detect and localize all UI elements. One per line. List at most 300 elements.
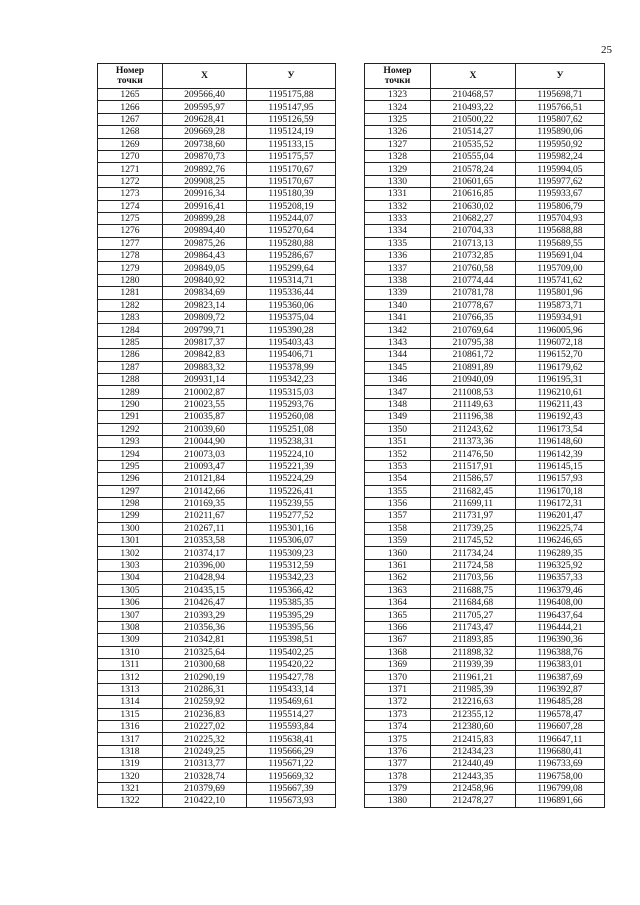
cell-y: 1195691,04 xyxy=(516,250,605,262)
cell-x: 209834,69 xyxy=(163,287,247,299)
table-row xyxy=(365,287,605,299)
cell-point-number: 1344 xyxy=(365,349,431,361)
cell-point-number: 1376 xyxy=(365,745,431,757)
table-row xyxy=(365,101,605,113)
cell-x: 210778,67 xyxy=(431,299,516,311)
table-row xyxy=(98,547,336,559)
cell-point-number: 1356 xyxy=(365,497,431,509)
cell-y: 1195224,29 xyxy=(247,473,336,485)
cell-x: 210093,47 xyxy=(163,460,247,472)
cell-point-number: 1312 xyxy=(98,671,163,683)
cell-point-number: 1303 xyxy=(98,559,163,571)
cell-x: 211985,39 xyxy=(431,683,516,695)
cell-x: 211476,50 xyxy=(431,448,516,460)
table-row xyxy=(365,113,605,125)
cell-point-number: 1362 xyxy=(365,572,431,584)
cell-point-number: 1277 xyxy=(98,237,163,249)
cell-point-number: 1372 xyxy=(365,696,431,708)
table-row xyxy=(98,782,336,794)
header-point-number: Номер точки xyxy=(98,64,163,89)
cell-y: 1195239,55 xyxy=(247,497,336,509)
cell-point-number: 1371 xyxy=(365,683,431,695)
table-row xyxy=(365,324,605,336)
cell-x: 210630,02 xyxy=(431,200,516,212)
cell-point-number: 1335 xyxy=(365,237,431,249)
cell-y: 1195666,29 xyxy=(247,745,336,757)
cell-point-number: 1286 xyxy=(98,349,163,361)
cell-point-number: 1345 xyxy=(365,361,431,373)
table-row xyxy=(365,237,605,249)
table-row xyxy=(98,795,336,807)
table-row xyxy=(98,448,336,460)
cell-x: 211961,21 xyxy=(431,671,516,683)
cell-point-number: 1281 xyxy=(98,287,163,299)
cell-x: 210259,92 xyxy=(163,696,247,708)
cell-y: 1196578,47 xyxy=(516,708,605,720)
cell-point-number: 1361 xyxy=(365,559,431,571)
cell-y: 1196172,31 xyxy=(516,497,605,509)
table-row xyxy=(365,510,605,522)
cell-y: 1196733,69 xyxy=(516,758,605,770)
cell-point-number: 1357 xyxy=(365,510,431,522)
cell-x: 209916,34 xyxy=(163,188,247,200)
cell-x: 211196,38 xyxy=(431,411,516,423)
cell-x: 209809,72 xyxy=(163,312,247,324)
table-row xyxy=(365,411,605,423)
cell-x: 209864,43 xyxy=(163,250,247,262)
cell-point-number: 1336 xyxy=(365,250,431,262)
table-row xyxy=(98,386,336,398)
cell-x: 211703,56 xyxy=(431,572,516,584)
cell-y: 1196485,28 xyxy=(516,696,605,708)
table-row xyxy=(98,89,336,101)
cell-x: 211008,53 xyxy=(431,386,516,398)
table-row xyxy=(98,621,336,633)
table-row xyxy=(365,597,605,609)
table-row xyxy=(98,138,336,150)
cell-y: 1195342,23 xyxy=(247,373,336,385)
table-row xyxy=(365,745,605,757)
table-row xyxy=(98,646,336,658)
cell-y: 1195977,62 xyxy=(516,175,605,187)
cell-x: 210435,15 xyxy=(163,584,247,596)
table-row xyxy=(365,448,605,460)
cell-x: 210774,44 xyxy=(431,274,516,286)
cell-y: 1195688,88 xyxy=(516,225,605,237)
table-row xyxy=(365,163,605,175)
cell-x: 210379,69 xyxy=(163,782,247,794)
cell-x: 211893,85 xyxy=(431,634,516,646)
cell-x: 209566,40 xyxy=(163,89,247,101)
table-row xyxy=(98,720,336,732)
cell-point-number: 1342 xyxy=(365,324,431,336)
cell-y: 1196225,74 xyxy=(516,522,605,534)
table-row xyxy=(98,658,336,670)
table-row xyxy=(365,522,605,534)
cell-y: 1195420,22 xyxy=(247,658,336,670)
cell-y: 1195698,71 xyxy=(516,89,605,101)
cell-x: 211745,52 xyxy=(431,535,516,547)
cell-y: 1196289,35 xyxy=(516,547,605,559)
cell-y: 1195950,92 xyxy=(516,138,605,150)
table-row xyxy=(98,510,336,522)
table-row xyxy=(98,535,336,547)
cell-x: 210940,09 xyxy=(431,373,516,385)
cell-x: 210500,22 xyxy=(431,113,516,125)
cell-y: 1195395,29 xyxy=(247,609,336,621)
cell-x: 209908,25 xyxy=(163,175,247,187)
cell-y: 1196145,15 xyxy=(516,460,605,472)
cell-x: 211739,25 xyxy=(431,522,516,534)
cell-point-number: 1300 xyxy=(98,522,163,534)
cell-x: 210891,89 xyxy=(431,361,516,373)
cell-y: 1195402,25 xyxy=(247,646,336,658)
table-row xyxy=(98,349,336,361)
cell-y: 1195221,39 xyxy=(247,460,336,472)
cell-x: 210211,67 xyxy=(163,510,247,522)
table-row xyxy=(365,175,605,187)
cell-y: 1195293,76 xyxy=(247,398,336,410)
table-row xyxy=(365,535,605,547)
cell-point-number: 1273 xyxy=(98,188,163,200)
cell-x: 212216,63 xyxy=(431,696,516,708)
cell-y: 1195709,00 xyxy=(516,262,605,274)
table-row xyxy=(98,572,336,584)
cell-point-number: 1325 xyxy=(365,113,431,125)
cell-point-number: 1328 xyxy=(365,150,431,162)
cell-point-number: 1296 xyxy=(98,473,163,485)
cell-point-number: 1337 xyxy=(365,262,431,274)
cell-point-number: 1297 xyxy=(98,485,163,497)
cell-point-number: 1309 xyxy=(98,634,163,646)
table-row xyxy=(365,485,605,497)
cell-y: 1195312,59 xyxy=(247,559,336,571)
cell-point-number: 1377 xyxy=(365,758,431,770)
cell-y: 1196647,11 xyxy=(516,733,605,745)
table-row xyxy=(365,658,605,670)
cell-y: 1195366,42 xyxy=(247,584,336,596)
table-row xyxy=(98,150,336,162)
cell-x: 210601,65 xyxy=(431,175,516,187)
cell-y: 1195286,67 xyxy=(247,250,336,262)
cell-point-number: 1351 xyxy=(365,435,431,447)
header-point-number: Номер точки xyxy=(365,64,431,89)
cell-y: 1196357,33 xyxy=(516,572,605,584)
cell-x: 209875,26 xyxy=(163,237,247,249)
cell-y: 1195406,71 xyxy=(247,349,336,361)
cell-y: 1196379,46 xyxy=(516,584,605,596)
cell-x: 210249,25 xyxy=(163,745,247,757)
table-row xyxy=(98,435,336,447)
cell-point-number: 1330 xyxy=(365,175,431,187)
table-row xyxy=(98,696,336,708)
cell-y: 1195375,04 xyxy=(247,312,336,324)
cell-x: 210578,24 xyxy=(431,163,516,175)
cell-y: 1195224,10 xyxy=(247,448,336,460)
cell-point-number: 1363 xyxy=(365,584,431,596)
cell-y: 1195982,24 xyxy=(516,150,605,162)
table-row xyxy=(98,163,336,175)
cell-x: 211149,63 xyxy=(431,398,516,410)
cell-x: 210468,57 xyxy=(431,89,516,101)
table-row xyxy=(98,497,336,509)
cell-point-number: 1353 xyxy=(365,460,431,472)
cell-x: 211731,97 xyxy=(431,510,516,522)
cell-x: 210328,74 xyxy=(163,770,247,782)
cell-y: 1196444,21 xyxy=(516,621,605,633)
cell-x: 210616,85 xyxy=(431,188,516,200)
cell-y: 1196390,36 xyxy=(516,634,605,646)
cell-y: 1196607,28 xyxy=(516,720,605,732)
cell-point-number: 1272 xyxy=(98,175,163,187)
table-row xyxy=(98,460,336,472)
cell-y: 1196179,62 xyxy=(516,361,605,373)
cell-y: 1195280,88 xyxy=(247,237,336,249)
cell-x: 209916,41 xyxy=(163,200,247,212)
cell-x: 209669,28 xyxy=(163,126,247,138)
table-row xyxy=(98,101,336,113)
cell-x: 212434,23 xyxy=(431,745,516,757)
cell-x: 210267,11 xyxy=(163,522,247,534)
cell-x: 211688,75 xyxy=(431,584,516,596)
cell-y: 1196005,96 xyxy=(516,324,605,336)
cell-y: 1195360,06 xyxy=(247,299,336,311)
cell-point-number: 1364 xyxy=(365,597,431,609)
table-row xyxy=(365,782,605,794)
table-row xyxy=(365,733,605,745)
cell-x: 210325,64 xyxy=(163,646,247,658)
cell-x: 210766,35 xyxy=(431,312,516,324)
cell-y: 1196246,65 xyxy=(516,535,605,547)
cell-point-number: 1348 xyxy=(365,398,431,410)
cell-y: 1195251,08 xyxy=(247,423,336,435)
cell-y: 1195766,51 xyxy=(516,101,605,113)
cell-y: 1196758,00 xyxy=(516,770,605,782)
cell-x: 210760,58 xyxy=(431,262,516,274)
table-row xyxy=(98,398,336,410)
table-row xyxy=(365,188,605,200)
cell-point-number: 1340 xyxy=(365,299,431,311)
cell-x: 210236,83 xyxy=(163,708,247,720)
table-row xyxy=(98,237,336,249)
cell-x: 212443,35 xyxy=(431,770,516,782)
cell-y: 1195175,57 xyxy=(247,150,336,162)
cell-y: 1195873,71 xyxy=(516,299,605,311)
table-row xyxy=(365,312,605,324)
cell-y: 1196211,43 xyxy=(516,398,605,410)
table-row xyxy=(98,373,336,385)
table-row xyxy=(98,250,336,262)
cell-y: 1196388,76 xyxy=(516,646,605,658)
cell-x: 209931,14 xyxy=(163,373,247,385)
cell-x: 211939,39 xyxy=(431,658,516,670)
table-row xyxy=(98,361,336,373)
cell-point-number: 1313 xyxy=(98,683,163,695)
cell-y: 1195427,78 xyxy=(247,671,336,683)
cell-point-number: 1359 xyxy=(365,535,431,547)
header-y: У xyxy=(516,64,605,89)
cell-point-number: 1298 xyxy=(98,497,163,509)
cell-point-number: 1320 xyxy=(98,770,163,782)
cell-x: 209870,73 xyxy=(163,150,247,162)
cell-point-number: 1283 xyxy=(98,312,163,324)
table-row xyxy=(365,423,605,435)
cell-y: 1195933,67 xyxy=(516,188,605,200)
cell-x: 211743,47 xyxy=(431,621,516,633)
table-row xyxy=(365,398,605,410)
cell-point-number: 1324 xyxy=(365,101,431,113)
cell-y: 1195244,07 xyxy=(247,212,336,224)
cell-x: 210290,19 xyxy=(163,671,247,683)
table-row xyxy=(365,349,605,361)
table-row xyxy=(365,225,605,237)
cell-x: 209894,40 xyxy=(163,225,247,237)
table-row xyxy=(365,250,605,262)
cell-x: 210732,85 xyxy=(431,250,516,262)
cell-point-number: 1319 xyxy=(98,758,163,770)
cell-point-number: 1378 xyxy=(365,770,431,782)
cell-x: 209823,14 xyxy=(163,299,247,311)
cell-x: 211517,91 xyxy=(431,460,516,472)
cell-point-number: 1366 xyxy=(365,621,431,633)
cell-point-number: 1352 xyxy=(365,448,431,460)
cell-y: 1196195,31 xyxy=(516,373,605,385)
table-row xyxy=(365,758,605,770)
table-header-row xyxy=(365,64,605,89)
cell-point-number: 1266 xyxy=(98,101,163,113)
cell-x: 212478,27 xyxy=(431,795,516,807)
cell-point-number: 1282 xyxy=(98,299,163,311)
cell-x: 211243,62 xyxy=(431,423,516,435)
cell-x: 210342,81 xyxy=(163,634,247,646)
cell-point-number: 1299 xyxy=(98,510,163,522)
cell-point-number: 1267 xyxy=(98,113,163,125)
table-row xyxy=(98,411,336,423)
table-row xyxy=(98,113,336,125)
cell-y: 1196210,61 xyxy=(516,386,605,398)
cell-y: 1196392,87 xyxy=(516,683,605,695)
cell-point-number: 1331 xyxy=(365,188,431,200)
cell-y: 1196891,66 xyxy=(516,795,605,807)
cell-point-number: 1365 xyxy=(365,609,431,621)
cell-point-number: 1311 xyxy=(98,658,163,670)
cell-x: 211586,57 xyxy=(431,473,516,485)
cell-point-number: 1294 xyxy=(98,448,163,460)
cell-x: 210396,00 xyxy=(163,559,247,571)
cell-point-number: 1341 xyxy=(365,312,431,324)
table-row xyxy=(365,373,605,385)
table-row xyxy=(98,733,336,745)
cell-point-number: 1276 xyxy=(98,225,163,237)
cell-point-number: 1329 xyxy=(365,163,431,175)
cell-y: 1195671,22 xyxy=(247,758,336,770)
cell-y: 1195390,28 xyxy=(247,324,336,336)
cell-point-number: 1379 xyxy=(365,782,431,794)
cell-point-number: 1310 xyxy=(98,646,163,658)
cell-x: 210286,31 xyxy=(163,683,247,695)
cell-y: 1196408,00 xyxy=(516,597,605,609)
table-row xyxy=(98,473,336,485)
cell-y: 1195398,51 xyxy=(247,634,336,646)
cell-x: 210142,66 xyxy=(163,485,247,497)
cell-point-number: 1269 xyxy=(98,138,163,150)
table-row xyxy=(365,547,605,559)
cell-y: 1195994,05 xyxy=(516,163,605,175)
cell-point-number: 1327 xyxy=(365,138,431,150)
cell-x: 209899,28 xyxy=(163,212,247,224)
cell-x: 211699,11 xyxy=(431,497,516,509)
cell-y: 1195301,16 xyxy=(247,522,336,534)
table-row xyxy=(365,299,605,311)
table-row xyxy=(98,559,336,571)
header-x: X xyxy=(163,64,247,89)
table-row xyxy=(98,671,336,683)
page-number: 25 xyxy=(601,44,612,56)
cell-x: 210493,22 xyxy=(431,101,516,113)
cell-y: 1195226,41 xyxy=(247,485,336,497)
cell-point-number: 1316 xyxy=(98,720,163,732)
cell-point-number: 1354 xyxy=(365,473,431,485)
table-row xyxy=(365,336,605,348)
cell-y: 1195934,91 xyxy=(516,312,605,324)
cell-y: 1195277,52 xyxy=(247,510,336,522)
cell-point-number: 1287 xyxy=(98,361,163,373)
table-row xyxy=(98,312,336,324)
cell-point-number: 1333 xyxy=(365,212,431,224)
cell-point-number: 1321 xyxy=(98,782,163,794)
cell-x: 210356,36 xyxy=(163,621,247,633)
cell-point-number: 1290 xyxy=(98,398,163,410)
cell-x: 210023,55 xyxy=(163,398,247,410)
table-row xyxy=(365,696,605,708)
cell-y: 1196799,08 xyxy=(516,782,605,794)
cell-point-number: 1295 xyxy=(98,460,163,472)
cell-point-number: 1302 xyxy=(98,547,163,559)
table-row xyxy=(98,336,336,348)
cell-y: 1195801,96 xyxy=(516,287,605,299)
cell-x: 210514,27 xyxy=(431,126,516,138)
header-y: У xyxy=(247,64,336,89)
cell-x: 210422,10 xyxy=(163,795,247,807)
cell-x: 211705,27 xyxy=(431,609,516,621)
cell-y: 1196680,41 xyxy=(516,745,605,757)
table-row xyxy=(98,287,336,299)
table-row xyxy=(98,770,336,782)
cell-y: 1195309,23 xyxy=(247,547,336,559)
table-row xyxy=(98,683,336,695)
cell-y: 1195238,31 xyxy=(247,435,336,447)
cell-point-number: 1367 xyxy=(365,634,431,646)
table-row xyxy=(365,212,605,224)
cell-x: 210713,13 xyxy=(431,237,516,249)
cell-y: 1195890,06 xyxy=(516,126,605,138)
cell-x: 210121,84 xyxy=(163,473,247,485)
cell-point-number: 1293 xyxy=(98,435,163,447)
table-row xyxy=(365,473,605,485)
cell-y: 1195673,93 xyxy=(247,795,336,807)
cell-x: 209840,92 xyxy=(163,274,247,286)
cell-y: 1195170,67 xyxy=(247,163,336,175)
table-row xyxy=(365,584,605,596)
cell-point-number: 1346 xyxy=(365,373,431,385)
cell-x: 210682,27 xyxy=(431,212,516,224)
table-row xyxy=(365,497,605,509)
cell-y: 1195689,55 xyxy=(516,237,605,249)
cell-y: 1196383,01 xyxy=(516,658,605,670)
cell-x: 210781,78 xyxy=(431,287,516,299)
cell-x: 211734,24 xyxy=(431,547,516,559)
cell-y: 1196152,70 xyxy=(516,349,605,361)
